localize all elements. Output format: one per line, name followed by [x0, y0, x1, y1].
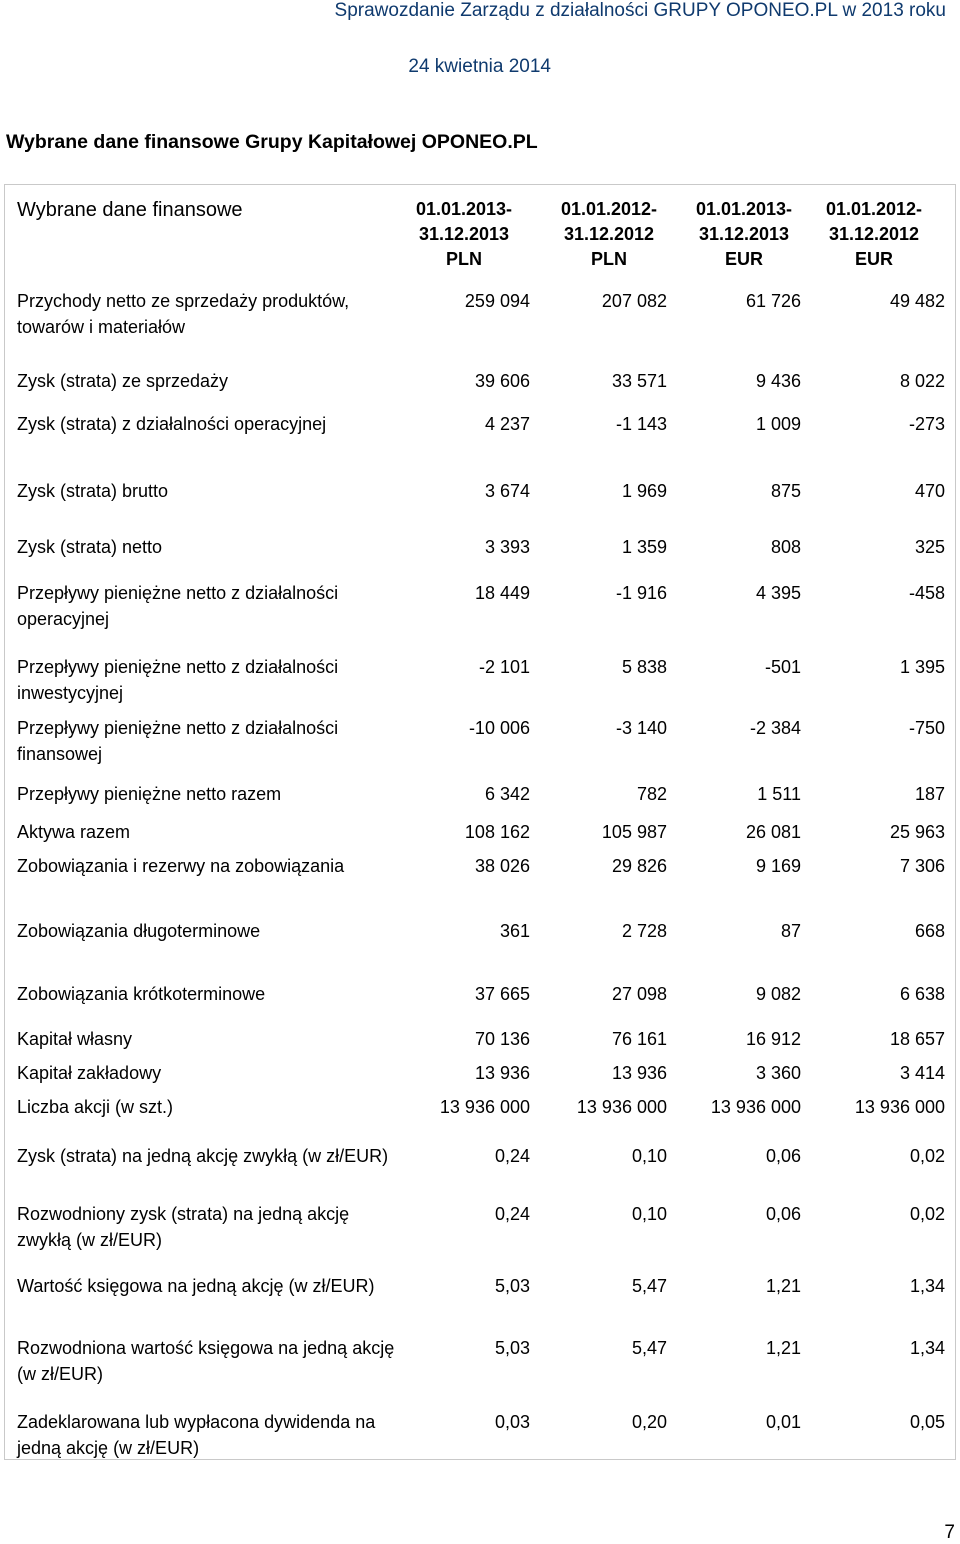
row-label: Zysk (strata) na jedną akcję zwykłą (w zł/EUR): [17, 1146, 389, 1166]
row-value: -10 006: [468, 718, 530, 738]
row-value: 2 728: [621, 921, 667, 941]
row-value: 207 082: [601, 291, 667, 311]
row-value: -2 101: [478, 657, 530, 677]
row-value: 0,10: [631, 1204, 667, 1224]
row-value: 8 022: [899, 371, 945, 391]
column-header-4-line1: 01.01.2012-: [825, 199, 923, 219]
row-value: 875: [770, 481, 801, 501]
row-value: 1 511: [757, 784, 801, 804]
row-label: Rozwodniona wartość księgowa na jedną akcję (w zł/EUR): [17, 1338, 395, 1384]
section-title: Wybrane dane finansowe Grupy Kapitałowej OPONEO.PL: [6, 131, 538, 153]
row-value: 0,06: [765, 1204, 801, 1224]
row-value: 39 606: [474, 371, 530, 391]
row-value: 37 665: [474, 984, 530, 1004]
row-label: Przepływy pieniężne netto razem: [17, 784, 282, 804]
row-value: 13 936 000: [710, 1097, 801, 1117]
row-value: 259 094: [464, 291, 530, 311]
row-value: -501: [764, 657, 801, 677]
row-value: 76 161: [611, 1029, 667, 1049]
row-value: 1 969: [621, 481, 667, 501]
row-value: 5 838: [621, 657, 667, 677]
row-value: 108 162: [464, 822, 530, 842]
table-label-header: Wybrane dane finansowe: [17, 199, 243, 221]
row-label: Wartość księgowa na jedną akcję (w zł/EUR): [17, 1276, 375, 1296]
row-value: 0,10: [631, 1146, 667, 1166]
row-value: 1,21: [765, 1338, 801, 1358]
row-label: Przepływy pieniężne netto z działalności operacyjnej: [17, 583, 339, 629]
row-value: 668: [914, 921, 945, 941]
row-value: 27 098: [611, 984, 667, 1004]
row-value: 49 482: [889, 291, 945, 311]
row-value: 5,47: [631, 1276, 667, 1296]
row-label: Zobowiązania długoterminowe: [17, 921, 261, 941]
row-label: Zobowiązania krótkoterminowe: [17, 984, 266, 1004]
row-label: Przepływy pieniężne netto z działalności finansowej: [17, 718, 339, 764]
row-value: 1 009: [755, 414, 801, 434]
column-header-3-line1: 01.01.2013-: [695, 199, 793, 219]
row-value: 361: [499, 921, 530, 941]
row-value: 4 237: [484, 414, 530, 434]
row-value: -2 384: [749, 718, 801, 738]
row-label: Kapitał własny: [17, 1029, 133, 1049]
column-header-2-line2: 31.12.2012: [563, 224, 655, 244]
row-value: 4 395: [755, 583, 801, 603]
row-value: -750: [908, 718, 945, 738]
row-value: 5,03: [494, 1338, 530, 1358]
row-value: -3 140: [615, 718, 667, 738]
row-value: 13 936 000: [854, 1097, 945, 1117]
row-value: 808: [770, 537, 801, 557]
row-value: 7 306: [899, 856, 945, 876]
row-value: 33 571: [611, 371, 667, 391]
row-label: Zysk (strata) z działalności operacyjnej: [17, 414, 327, 434]
row-value: 3 393: [484, 537, 530, 557]
row-value: 6 638: [899, 984, 945, 1004]
row-value: 0,03: [494, 1412, 530, 1432]
row-value: 0,05: [909, 1412, 945, 1432]
row-label: Zysk (strata) netto: [17, 537, 163, 557]
row-value: 0,02: [909, 1204, 945, 1224]
column-header-3-line3: EUR: [724, 249, 763, 269]
report-header-date: 24 kwietnia 2014: [408, 56, 551, 77]
row-value: 87: [780, 921, 801, 941]
row-value: 9 169: [755, 856, 801, 876]
row-value: 38 026: [474, 856, 530, 876]
column-header-4-line3: EUR: [854, 249, 893, 269]
row-value: 1 359: [621, 537, 667, 557]
row-label: Rozwodniony zysk (strata) na jedną akcję zwykłą (w zł/EUR): [17, 1204, 350, 1250]
row-value: -273: [908, 414, 945, 434]
row-value: 29 826: [611, 856, 667, 876]
column-header-2-line3: PLN: [591, 249, 627, 269]
row-value: 325: [914, 537, 945, 557]
row-label: Kapitał zakładowy: [17, 1063, 162, 1083]
row-label: Liczba akcji (w szt.): [17, 1097, 174, 1117]
column-header-1-line3: PLN: [446, 249, 482, 269]
row-value: 782: [636, 784, 667, 804]
row-value: 18 657: [889, 1029, 945, 1049]
row-value: 3 674: [484, 481, 530, 501]
row-value: 1,34: [909, 1338, 945, 1358]
row-label: Przychody netto ze sprzedaży produktów, towarów i materiałów: [17, 291, 350, 337]
row-value: 1,21: [765, 1276, 801, 1296]
row-value: -1 916: [615, 583, 667, 603]
row-value: 13 936 000: [576, 1097, 667, 1117]
row-label: Przepływy pieniężne netto z działalności inwestycyjnej: [17, 657, 339, 703]
row-label: Zysk (strata) ze sprzedaży: [17, 371, 229, 391]
row-value: 25 963: [889, 822, 945, 842]
report-header-title: Sprawozdanie Zarządu z działalności GRUPY OPONEO.PL w 2013 roku: [334, 0, 946, 21]
column-header-1-line2: 31.12.2013: [418, 224, 510, 244]
page-number: 7: [944, 1522, 955, 1543]
row-label: Aktywa razem: [17, 822, 131, 842]
row-value: 105 987: [601, 822, 667, 842]
row-value: -458: [908, 583, 945, 603]
row-value: 5,03: [494, 1276, 530, 1296]
row-value: 0,06: [765, 1146, 801, 1166]
row-value: 187: [914, 784, 945, 804]
row-value: 61 726: [745, 291, 801, 311]
row-value: 0,20: [631, 1412, 667, 1432]
row-value: 13 936 000: [439, 1097, 530, 1117]
row-value: 70 136: [474, 1029, 530, 1049]
row-value: 1,34: [909, 1276, 945, 1296]
row-value: 0,02: [909, 1146, 945, 1166]
row-value: 0,01: [765, 1412, 801, 1432]
column-header-1-line1: 01.01.2013-: [415, 199, 513, 219]
row-label: Zobowiązania i rezerwy na zobowiązania: [17, 856, 345, 876]
row-value: 9 436: [755, 371, 801, 391]
row-value: 13 936: [611, 1063, 667, 1083]
row-label: Zysk (strata) brutto: [17, 481, 169, 501]
row-value: 0,24: [494, 1146, 530, 1166]
row-value: 13 936: [474, 1063, 530, 1083]
row-value: 1 395: [899, 657, 945, 677]
column-header-3-line2: 31.12.2013: [698, 224, 790, 244]
row-label: Zadeklarowana lub wypłacona dywidenda na jedną akcję (w zł/EUR): [17, 1412, 376, 1458]
row-value: -1 143: [615, 414, 667, 434]
row-value: 9 082: [755, 984, 801, 1004]
row-value: 6 342: [484, 784, 530, 804]
row-value: 18 449: [474, 583, 530, 603]
column-header-2-line1: 01.01.2012-: [560, 199, 658, 219]
row-value: 470: [914, 481, 945, 501]
row-value: 5,47: [631, 1338, 667, 1358]
financial-data-table: [4, 184, 956, 1460]
row-value: 16 912: [745, 1029, 801, 1049]
row-value: 3 360: [755, 1063, 801, 1083]
row-value: 0,24: [494, 1204, 530, 1224]
row-value: 26 081: [745, 822, 801, 842]
row-value: 3 414: [899, 1063, 945, 1083]
column-header-4-line2: 31.12.2012: [828, 224, 920, 244]
